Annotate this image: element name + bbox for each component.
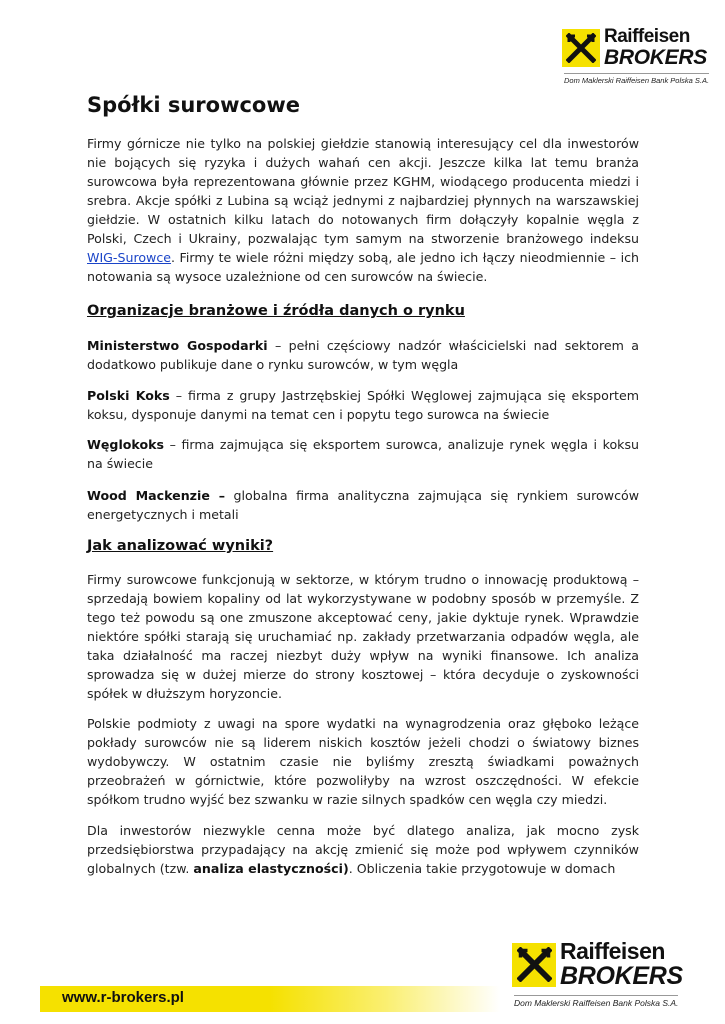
footer-logo [512,940,683,1008]
analysis-paragraph-3: Dla inwestorów niezwykle cenna może być dlatego analiza, jak mocno zysk przedsiębiorstwa przypadający na akcję zmienić się może pod wpływem czynników globalnych (tzw. analiza elastyczności). Obliczenia takie przygotowuje w domach [87,823,639,876]
raiffeisen-gable-cross-icon [512,943,556,987]
entry-wood-mackenzie: Wood Mackenzie – globalna firma analityczna zajmująca się rynkiem surowców energetycznych i metali [87,488,639,522]
logo-name: Raiffeisen [604,26,690,47]
entry-polski-koks: Polski Koks – firma z grupy Jastrzębskiej Spółki Węglowej zajmująca się eksportem koksu, dysponuje danymi na temat cen i popytu tego surowca na świecie [87,388,639,422]
section-heading-analysis: Jak analizować wyniki? [87,538,274,554]
entry-term: Polski Koks [87,388,170,403]
section-analysis [87,538,639,554]
raiffeisen-gable-cross-icon [562,29,600,67]
logo-name: Raiffeisen [560,938,665,964]
analysis-paragraph-1: Firmy surowcowe funkcjonują w sektorze, w którym trudno o innowację produktową – sprzedają bowiem kopaliny od lat wykorzystywane w podobny sposób w przemyśle. Z tego też powodu są one zmuszone akceptować ceny, jakie dyktuje rynek. Wprawdzie niektóre spółki starają się uruchamiać np. zakłady przetwarzania odpadów węgla, ale taka działalność ma raczej niezbyt duży wpływ na wyniki finansowe. Ich analiza sprowadza się w dużej mierze do strony kosztowej – która decyduje o zyskowności spółek w dłuższym horyzoncie. [87,572,639,701]
section-organizations [87,303,639,319]
section-heading-organizations: Organizacje branżowe i źródła danych o rynku [87,303,465,319]
entry-ministerstwo: Ministerstwo Gospodarki – pełni częściowy nadzór właścicielski nad sektorem a dodatkowo publikuje dane o rynku surowców, w tym węgla [87,338,639,372]
page-title: Spółki surowcowe [87,93,301,117]
wig-surowce-link[interactable]: WIG-Surowce [87,250,172,265]
logo-brokers: BROKERS [604,46,707,69]
entry-term: Wood Mackenzie – [87,488,226,503]
intro-paragraph: Firmy górnicze nie tylko na polskiej giełdzie stanowią interesujący cel dla inwestorów nie bojących się ryzyka i dużych wahań cen akcji. Jeszcze kilka lat temu branża surowcowa była reprezentowana głównie przez KGHM, wiodącego producenta miedzi i srebra. Akcje spółki z Lubina są wciąż jednymi z najbardziej płynnych na warszawskiej giełdzie. W ostatnich kilku latach do notowanych firm dołączyły kopalnie węgla z Polski, Czech i Ukrainy, pozwalając tym samym na stworzenie branżowego indeksu WIG-Surowce. Firmy te wiele różni między sobą, ale jedno ich łączy nieodmiennie – ich notowania są wysoce uzależnione od cen surowców na świecie. [87,136,639,284]
header-logo [562,27,709,85]
analiza-elastycznosci: analiza elastyczności) [193,861,349,876]
entry-term: Węglokoks [87,437,164,452]
entry-weglokoks: Węglokoks – firma zajmująca się eksportem surowca, analizuje rynek węgla i koksu na świecie [87,437,639,471]
analysis-paragraph-2: Polskie podmioty z uwagi na spore wydatki na wynagrodzenia oraz głęboko leżące pokłady surowców nie są liderem niskich kosztów jeżeli chodzi o światowy biznes wydobywczy. W ostatnim czasie nie byliśmy zresztą świadkami poważnych przeobrażeń w górnictwie, które pozwoliłyby na wzrost oszczędności. W efekcie spółkom trudno wyjść bez szwanku w razie silnych spadków cen węgla czy miedzi. [87,716,639,807]
logo-brokers: BROKERS [560,962,683,990]
logo-tagline: Dom Maklerski Raiffeisen Bank Polska S.A. [514,995,678,1008]
entry-term: Ministerstwo Gospodarki [87,338,268,353]
footer-url-link[interactable]: www.r-brokers.pl [62,989,184,1006]
logo-tagline: Dom Maklerski Raiffeisen Bank Polska S.A. [564,73,709,85]
